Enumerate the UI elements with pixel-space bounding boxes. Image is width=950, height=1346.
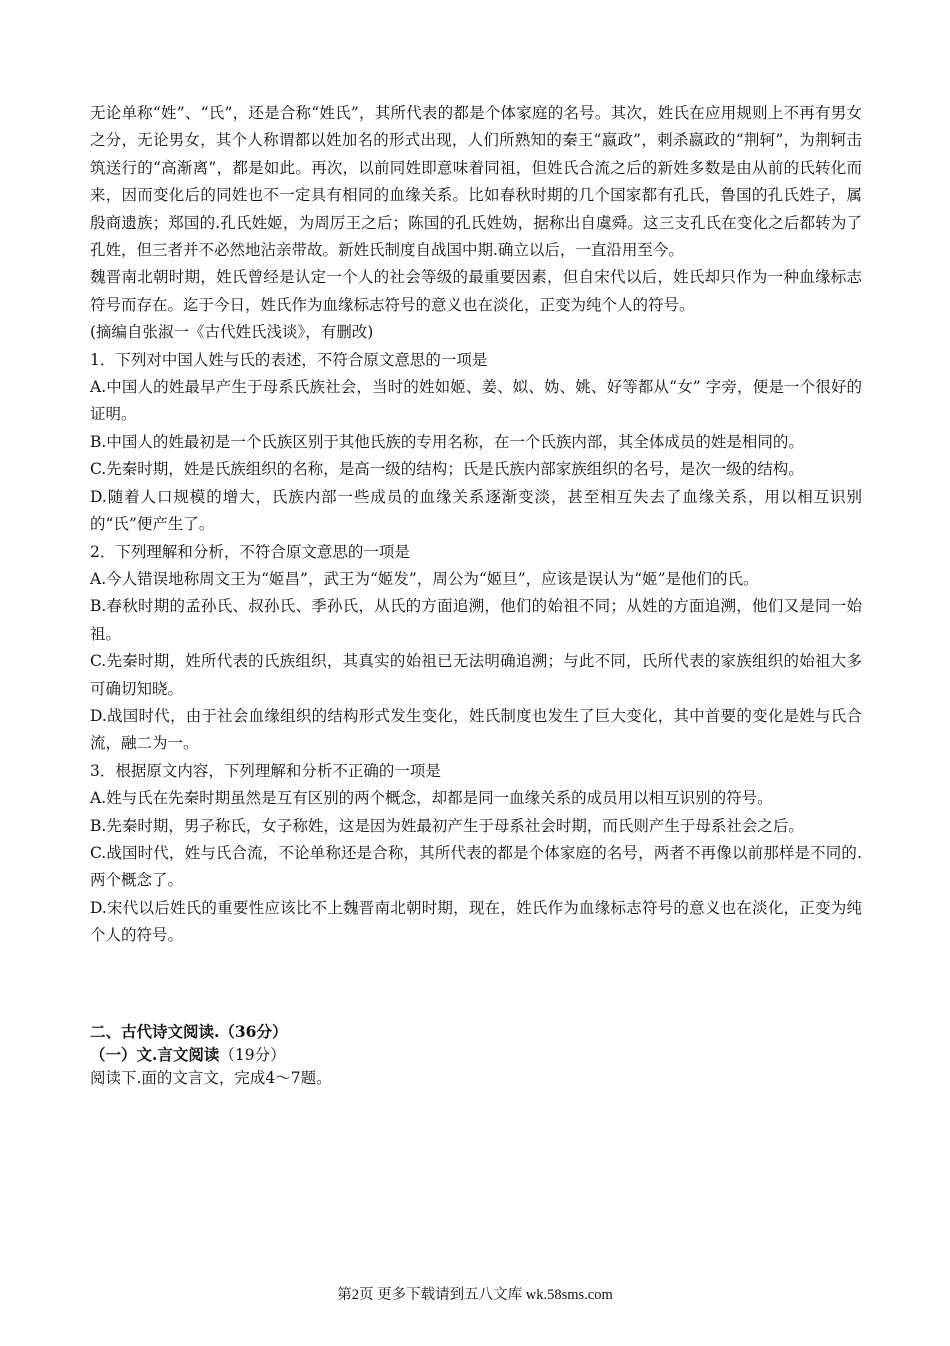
- question-3-option-c: C.战国时代，姓与氏合流，不论单称还是合称，其所代表的都是个体家庭的名号，两者不再像以前那样是不同的.两个概念了。: [90, 843, 862, 890]
- question-2-option-b: B.春秋时期的孟孙氏、叔孙氏、季孙氏，从氏的方面追溯，他们的始祖不同；从姓的方面追溯，他们又是同一始祖。: [90, 597, 862, 643]
- question-1-option-c: C.先秦时期，姓是氏族组织的名称，是高一级的结构；氏是氏族内部家族组织的名号，是次一级的结构。: [90, 460, 804, 479]
- question-1: 1．下列对中国人姓与氏的表述，不符合原文意思的一项是: [90, 350, 488, 369]
- question-3-option-d: D.宋代以后姓氏的重要性应该比不上魏晋南北朝时期，现在，姓氏作为血缘标志符号的意义也在淡化，正变为纯个人的符号。: [90, 898, 862, 945]
- page-footer: 第2页 更多下载请到五八文库 wk.58sms.com: [337, 1287, 613, 1303]
- document-page: [90, 100, 862, 1090]
- question-3: 3．根据原文内容，下列理解和分析不正确的一项是: [90, 761, 441, 780]
- paragraph-2: 魏晋南北朝时期，姓氏曾经是认定一个人的社会等级的最重要因素，但自宋代以后，姓氏却只作为一种血缘标志符号而存在。迄于今日，姓氏作为血缘标志符号的意义也在淡化，正变为纯个人的符号。: [90, 268, 862, 314]
- question-3-option-b: B.先秦时期，男子称氏，女子称姓，这是因为姓最初产生于母系社会时期，而氏则产生于母系社会之后。: [90, 816, 804, 835]
- subsection-title: （一）文.言文阅读: [90, 1044, 220, 1064]
- section-spacer: [90, 950, 862, 1020]
- question-1-option-d: D.随着人口规模的增大，氏族内部一些成员的血缘关系逐渐变淡，甚至相互失去了血缘关系，用以相互识别的“氏”便产生了。: [90, 487, 862, 534]
- question-3-option-a: A.姓与氏在先秦时期虽然是互有区别的两个概念，却都是同一血缘关系的成员用以相互识别的符号。: [90, 789, 773, 808]
- question-2-option-a: A.今人错误地称周文王为“姬昌”，武王为“姬发”，周公为“姬旦”，应该是误认为“姬”是他们的氏。: [90, 569, 759, 588]
- question-2-option-d: D.战国时代，由于社会血缘组织的结构形式发生变化，姓氏制度也发生了巨大变化，其中首要的变化是姓与氏合流，融二为一。: [90, 706, 862, 753]
- question-2: 2．下列理解和分析，不符合原文意思的一项是: [90, 542, 410, 561]
- question-1-option-b: B.中国人的姓最初是一个氏族区别于其他氏族的专用名称，在一个氏族内部，其全体成员的姓是相同的。: [90, 432, 804, 451]
- question-2-option-c: C.先秦时期，姓所代表的氏族组织，其真实的始祖已无法明确追溯；与此不同，氏所代表的家族组织的始祖大多可确切知晓。: [90, 652, 862, 698]
- section-heading: 二、古代诗文阅读.（36分）: [90, 1021, 288, 1041]
- source-citation: (摘编自张淑一《古代姓氏浅谈》，有删改): [90, 323, 374, 342]
- reading-instruction: 阅读下.面的文言文，完成4～7题。: [90, 1068, 332, 1087]
- subsection-score: （19分）: [219, 1045, 286, 1064]
- paragraph-1: 无论单称“姓”、“氏”，还是合称“姓氏”，其所代表的都是个体家庭的名号。其次，姓氏在应用规则上不再有男女之分，无论男女，其个人称谓都以姓加名的形式出现，人们所熟知的秦王“嬴政”，刺杀嬴政的“荆轲”，为荆轲击筑送行的“高渐离”，都是如此。再次，以前同姓即意味着同祖，但姓氏合流之后的新姓多数是由从前的氏转化而来，因而变化后的同姓也不一定具有相同的血缘关系。比如春秋时期的几个国家都有孔氏，鲁国的孔氏姓子，属殷商遗族；郑国的.孔氏姓姬，为周厉王之后；陈国的孔氏姓妫，据称出自虞舜。这三支孔氏在变化之后都转为了孔姓，但三者并不必然地沾亲带故。新姓氏制度自战国中期.确立以后，一直沿用至今。: [90, 104, 862, 260]
- question-1-option-a: A.中国人的姓最早产生于母系氏族社会，当时的姓如姬、姜、姒、妫、姚、好等都从“女” 字旁，便是一个很好的证明。: [90, 378, 862, 424]
- subsection-heading: [90, 1043, 862, 1067]
